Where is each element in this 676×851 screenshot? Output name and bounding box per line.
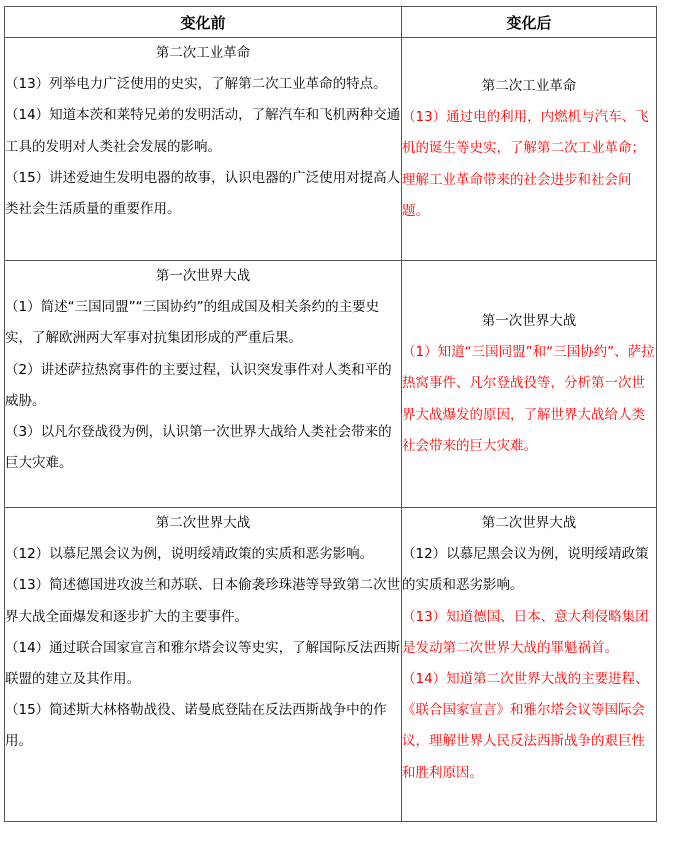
table-row: [5, 261, 657, 508]
list-item: （14）通过联合国家宣言和雅尔塔会议等史实，了解国际反法西斯联盟的建立及其作用。: [5, 639, 401, 688]
list-item: （13）通过电的利用，内燃机与汽车、飞机的诞生等史实，了解第二次工业革命；理解工业革命带来的社会进步和社会问题。: [402, 109, 649, 219]
header-after: 变化后: [402, 7, 657, 38]
header-before: 变化前: [5, 7, 402, 38]
list-item: （13）简述德国进攻波兰和苏联、日本偷袭珍珠港等导致第二次世界大战全面爆发和逐步扩大的主要事件。: [5, 577, 401, 625]
list-item: （14）知道第二次世界大战的主要进程、《联合国家宣言》和雅尔塔会议等国际会议，理解世界人民反法西斯战争的艰巨性和胜利原因。: [402, 671, 649, 781]
after-cell: [402, 508, 657, 822]
section-title: 第一次世界大战: [481, 312, 577, 329]
before-cell: [5, 38, 402, 261]
section-title: 第一次世界大战: [155, 268, 251, 284]
header-row: [5, 7, 657, 38]
section-title: 第二次世界大战: [481, 515, 577, 531]
section-title: 第二次工业革命: [481, 77, 577, 94]
list-item: （14）知道本茨和莱特兄弟的发明活动，了解汽车和飞机两种交通工具的发明对人类社会发展的影响。: [5, 107, 401, 155]
list-item: （13）列举电力广泛使用的史实，了解第二次工业革命的特点。: [5, 76, 387, 93]
list-item: （13）知道德国、日本、意大利侵略集团是发动第二次世界大战的罪魁祸首。: [402, 608, 649, 656]
list-item: （12）以慕尼黑会议为例，说明绥靖政策的实质和恶劣影响。: [5, 546, 374, 563]
list-item: （3）以凡尔登战役为例，认识第一次世界大战给人类社会带来的巨大灾难。: [5, 424, 392, 472]
list-item: （15）简述斯大林格勒战役、诺曼底登陆在反法西斯战争中的作用。: [5, 702, 387, 750]
list-item: （1）简述“三国同盟”“三国协约”的组成国及相关条约的主要史实，了解欧洲两大军事对抗集团形成的严重后果。: [5, 299, 380, 347]
list-item: （15）讲述爱迪生发明电器的故事，认识电器的广泛使用对提高人类社会生活质量的重要作用。: [5, 169, 401, 218]
list-item: （1）知道“三国同盟”和“三国协约”、萨拉热窝事件、凡尔登战役等，分析第一次世界大战爆发的原因，了解世界大战给人类社会带来的巨大灾难。: [402, 344, 655, 454]
table-row: [5, 508, 657, 822]
section-title: 第二次工业革命: [155, 45, 251, 61]
after-cell: [402, 261, 657, 508]
comparison-table: [4, 6, 657, 822]
list-item: （12）以慕尼黑会议为例，说明绥靖政策的实质和恶劣影响。: [402, 546, 649, 594]
after-cell: [402, 38, 657, 261]
list-item: （2）讲述萨拉热窝事件的主要过程，认识突发事件对人类和平的威胁。: [5, 361, 392, 409]
table-row: [5, 38, 657, 261]
before-cell: [5, 508, 402, 822]
section-title: 第二次世界大战: [155, 515, 251, 531]
before-cell: [5, 261, 402, 508]
